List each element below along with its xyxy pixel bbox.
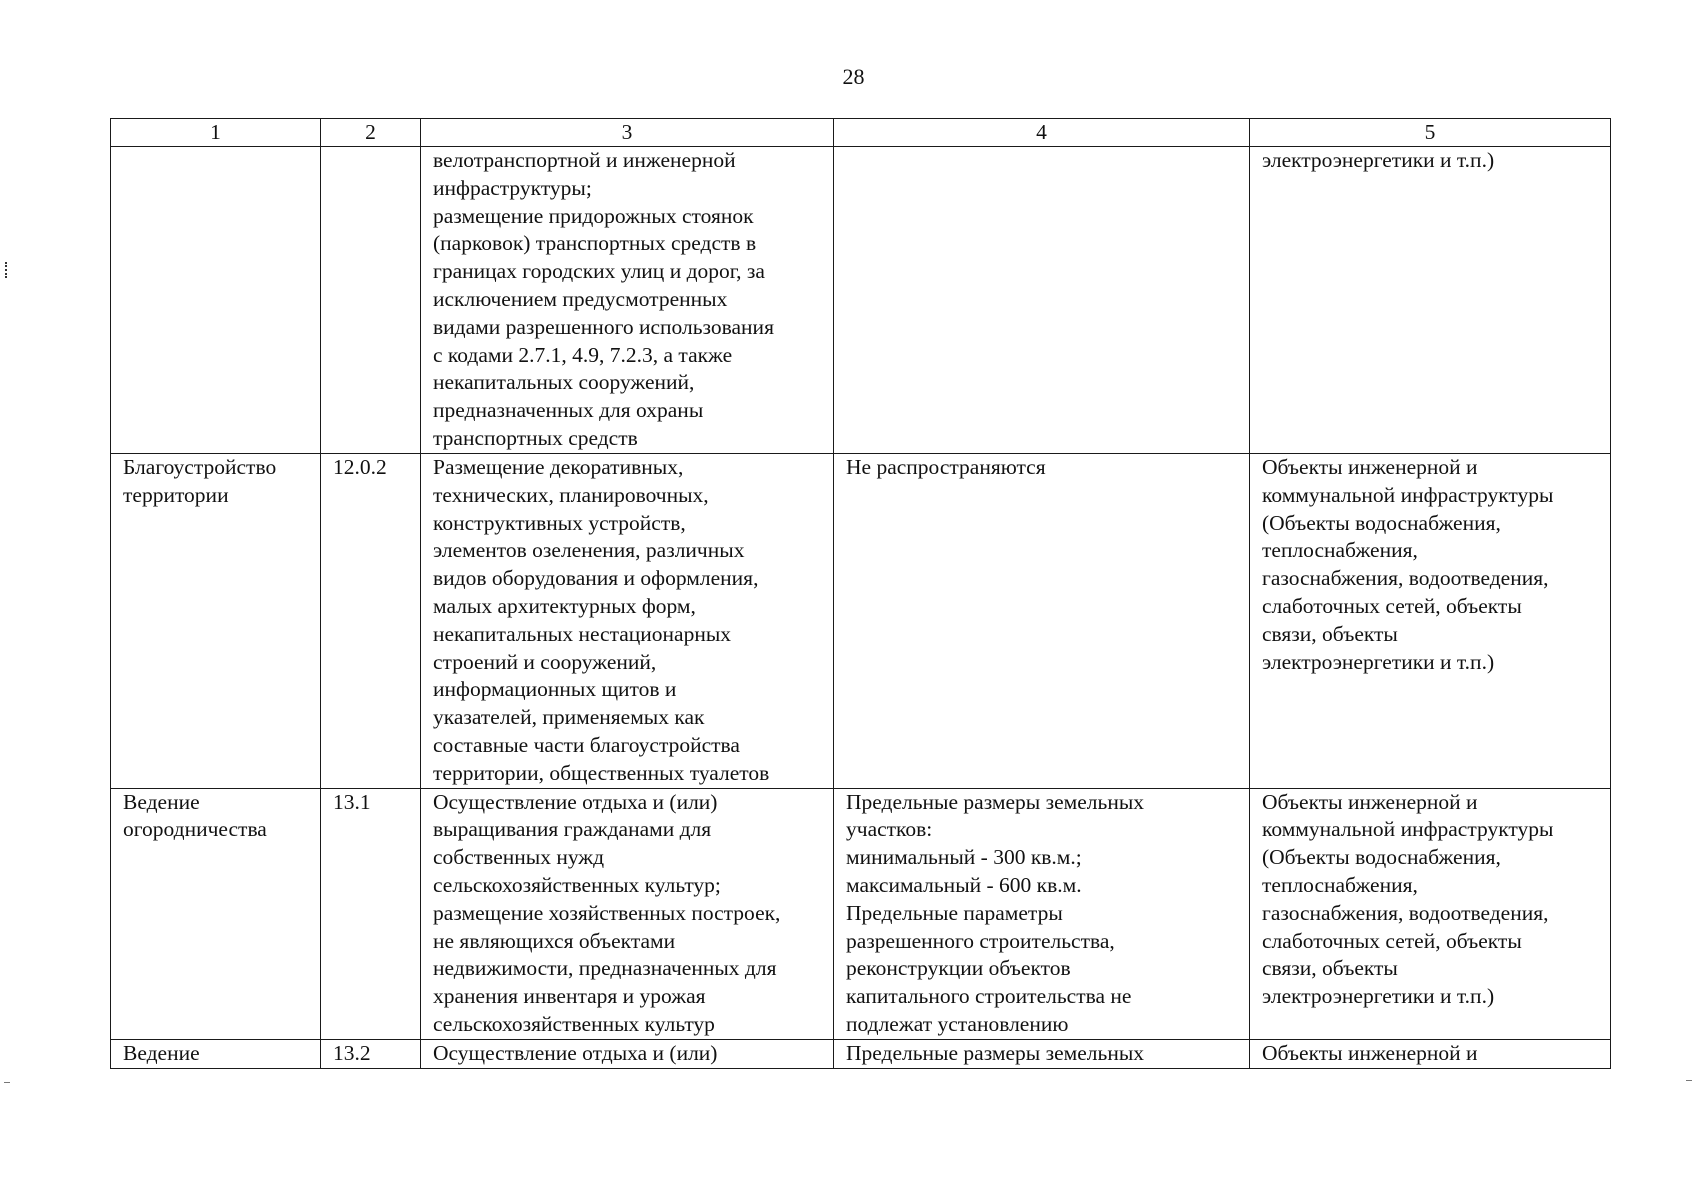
use-type-code-cell: 13.1 [321, 788, 421, 1039]
column-header: 2 [321, 119, 421, 147]
edge-mark-right [1686, 1080, 1692, 1081]
column-header: 1 [111, 119, 321, 147]
table-header-row [111, 119, 1611, 147]
use-type-description-cell: Размещение декоративных, технических, планировочных, конструктивных устройств, элементов озеленения, различных видов оборудования и оформления, малых архитектурных форм, некапитальных нестационарных строений и сооружений, информационных щитов и указателей, применяемых как составные части благоустройства территории, общественных туалетов [421, 454, 834, 789]
use-type-description-cell: Осуществление отдыха и (или) [421, 1039, 834, 1068]
column-header: 5 [1250, 119, 1611, 147]
use-type-code-cell [321, 147, 421, 454]
page-number: 28 [842, 64, 865, 89]
use-type-description-cell: Осуществление отдыха и (или) выращивания гражданами для собственных нужд сельскохозяйственных культур; размещение хозяйственных построек, не являющихся объектами недвижимости, предназначенных для хранения инвентаря и урожая сельскохозяйственных культур [421, 788, 834, 1039]
parameters-cell: Не распространяются [834, 454, 1250, 789]
margin-mark [5, 262, 9, 278]
ancillary-objects-cell: Объекты инженерной и коммунальной инфраструктуры (Объекты водоснабжения, теплоснабжения, газоснабжения, водоотведения, слаботочных сетей, объекты связи, объекты электроэнергетики и т.п.) [1250, 454, 1611, 789]
parameters-cell: Предельные размеры земельных участков: минимальный - 300 кв.м.; максимальный - 600 кв.м. Предельные параметры разрешенного строительства, реконструкции объектов капитального строительства не подлежат установлению [834, 788, 1250, 1039]
use-type-code-cell: 13.2 [321, 1039, 421, 1068]
table-row [111, 1039, 1611, 1068]
column-header: 3 [421, 119, 834, 147]
table-row [111, 788, 1611, 1039]
table-row [111, 147, 1611, 454]
use-type-name-cell: Ведение огородничества [111, 788, 321, 1039]
ancillary-objects-cell: Объекты инженерной и [1250, 1039, 1611, 1068]
use-type-description-cell: велотранспортной и инженерной инфраструктуры; размещение придорожных стоянок (парковок) транспортных средств в границах городских улиц и дорог, за исключением предусмотренных видами разрешенного использования с кодами 2.7.1, 4.9, 7.2.3, а также некапитальных сооружений, предназначенных для охраны транспортных средств [421, 147, 834, 454]
column-header: 4 [834, 119, 1250, 147]
use-type-name-cell: Ведение [111, 1039, 321, 1068]
land-use-table [110, 118, 1611, 1069]
use-type-code-cell: 12.0.2 [321, 454, 421, 789]
use-type-name-cell [111, 147, 321, 454]
parameters-cell [834, 147, 1250, 454]
ancillary-objects-cell: электроэнергетики и т.п.) [1250, 147, 1611, 454]
ancillary-objects-cell: Объекты инженерной и коммунальной инфраструктуры (Объекты водоснабжения, теплоснабжения, газоснабжения, водоотведения, слаботочных сетей, объекты связи, объекты электроэнергетики и т.п.) [1250, 788, 1611, 1039]
use-type-name-cell: Благоустройство территории [111, 454, 321, 789]
table-row [111, 454, 1611, 789]
parameters-cell: Предельные размеры земельных [834, 1039, 1250, 1068]
edge-mark-left [4, 1082, 10, 1083]
